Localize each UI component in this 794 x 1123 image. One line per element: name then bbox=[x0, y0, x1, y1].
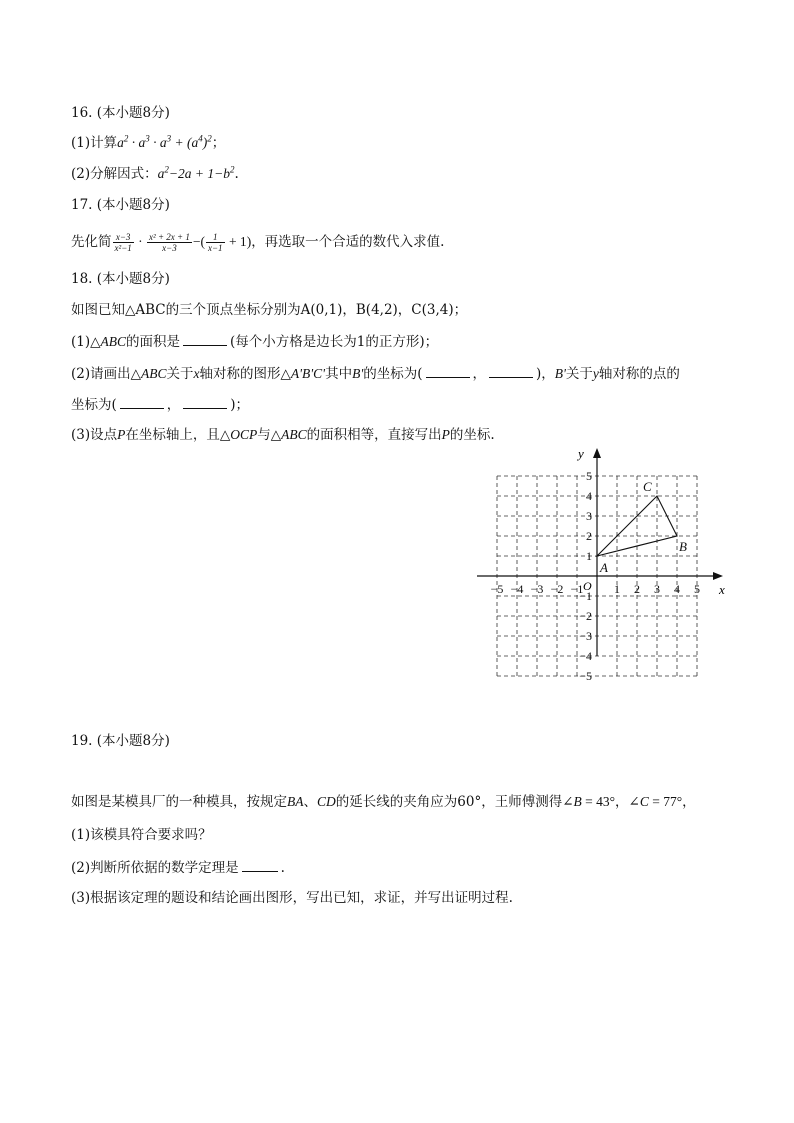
q16-part2-expression: $a^2-2a + 1-b^2$ bbox=[157, 164, 235, 181]
q18-sym-x-blank[interactable] bbox=[120, 395, 164, 409]
q16-part2-end: . bbox=[234, 166, 239, 182]
q17-fraction-1: $\frac{x-3}{\text{x²−1}}$ bbox=[114, 232, 132, 253]
x-tick-label: −2 bbox=[550, 582, 564, 596]
q16-part1 bbox=[71, 134, 225, 152]
q19-intro: 如图是某模具厂的一种模具，按规定BA、CD的延长线的夹角应为60°，王师傅测得∠B = 43°，∠C = 77°， bbox=[71, 794, 696, 810]
y-axis-label: y bbox=[578, 446, 584, 461]
q17-suffix: ，再选取一个合适的数代入求值. bbox=[251, 234, 445, 250]
y-tick-label: 5 bbox=[586, 469, 592, 483]
q18-part1: (1)△ABC的面积是 (每个小方格是边长为1的正方形)； bbox=[71, 334, 439, 350]
q16-part2-label: (2)分解因式： bbox=[71, 166, 158, 182]
point-label-c: C bbox=[643, 479, 652, 494]
q18-header: 18. (本小题8分) bbox=[71, 271, 170, 287]
y-tick-label: −5 bbox=[579, 669, 592, 683]
coordinate-grid-figure bbox=[470, 446, 730, 700]
q18-sym-y-blank[interactable] bbox=[183, 395, 227, 409]
y-tick-label: −3 bbox=[579, 629, 592, 643]
q16-part1-label: (1)计算 bbox=[71, 135, 118, 151]
q17-fraction-2: $\frac{\text{x² + 2x + 1}}{x-3}$ bbox=[149, 232, 190, 253]
q16-part1-expression: $a^2 \cdot a^3 \cdot a^3 + (a^4)^2$ bbox=[117, 133, 212, 150]
x-tick-label: 2 bbox=[634, 582, 640, 596]
y-tick-label: 2 bbox=[586, 529, 592, 543]
x-tick-label: −5 bbox=[490, 582, 504, 596]
x-tick-label: −4 bbox=[510, 582, 524, 596]
q17-header: 17. (本小题8分) bbox=[71, 197, 170, 213]
point-label-a: A bbox=[600, 560, 608, 575]
q16-header: 16. (本小题8分) bbox=[71, 105, 170, 121]
y-axis-arrow bbox=[593, 448, 601, 458]
x-tick-label: 3 bbox=[654, 582, 660, 596]
q17-fraction-3: $\frac{1}{x-1}$ bbox=[207, 232, 223, 253]
q18-bprime-x-blank[interactable] bbox=[426, 364, 470, 378]
x-axis-arrow bbox=[713, 572, 723, 580]
q19-part1: (1)该模具符合要求吗？ bbox=[71, 827, 212, 843]
y-tick-label: −2 bbox=[579, 609, 592, 623]
x-tick-label: 5 bbox=[694, 582, 700, 596]
x-tick-label: −1 bbox=[570, 582, 584, 596]
point-label-b: B bbox=[679, 539, 687, 554]
q18-part2: (2)请画出△ABC关于x轴对称的图形△A'B'C'其中B'的坐标为( ， )，B'关于y轴对称的点的 bbox=[71, 366, 680, 382]
y-tick-label: 4 bbox=[586, 489, 592, 503]
q17-plus-one: + 1 bbox=[225, 234, 247, 249]
q16-part1-end: ； bbox=[211, 135, 226, 151]
q19-theorem-blank[interactable] bbox=[242, 858, 278, 872]
q17-prefix: 先化简 bbox=[71, 234, 112, 250]
y-tick-label: −1 bbox=[579, 589, 592, 603]
q19-part2: (2)判断所依据的数学定理是 . bbox=[71, 860, 285, 876]
q19-part3: (3)根据该定理的题设和结论画出图形，写出已知，求证，并写出证明过程. bbox=[71, 890, 513, 906]
x-tick-label: 4 bbox=[674, 582, 680, 596]
q18-bprime-y-blank[interactable] bbox=[489, 364, 533, 378]
x-tick-label: 1 bbox=[614, 582, 620, 596]
q18-intro: 如图已知△ABC的三个顶点坐标分别为A(0,1)，B(4,2)，C(3,4)； bbox=[71, 302, 468, 318]
q18-part2-cont: 坐标为( ， )； bbox=[71, 397, 250, 413]
triangle-abc bbox=[597, 479, 687, 575]
x-tick-label: −3 bbox=[530, 582, 544, 596]
q19-header: 19. (本小题8分) bbox=[71, 733, 170, 749]
y-tick-label: −4 bbox=[579, 649, 592, 663]
q18-area-blank[interactable] bbox=[183, 332, 227, 346]
origin-label: O bbox=[583, 579, 592, 593]
x-axis-label: x bbox=[719, 582, 725, 597]
q18-part3: (3)设点P在坐标轴上，且△OCP与△ABC的面积相等，直接写出P的坐标. bbox=[71, 427, 495, 443]
y-tick-label: 3 bbox=[586, 509, 592, 523]
y-tick-label: 1 bbox=[586, 549, 592, 563]
q17-body: 先化简 $\frac{x-3}{\text{x²−1}}$ · $\frac{\text{x² + 2x + 1}}{x-3}$ −( $\frac{1}{x-1}$ + 1)，再选取一个合适的数代入求值. bbox=[71, 232, 445, 253]
q16-part2 bbox=[71, 165, 239, 183]
